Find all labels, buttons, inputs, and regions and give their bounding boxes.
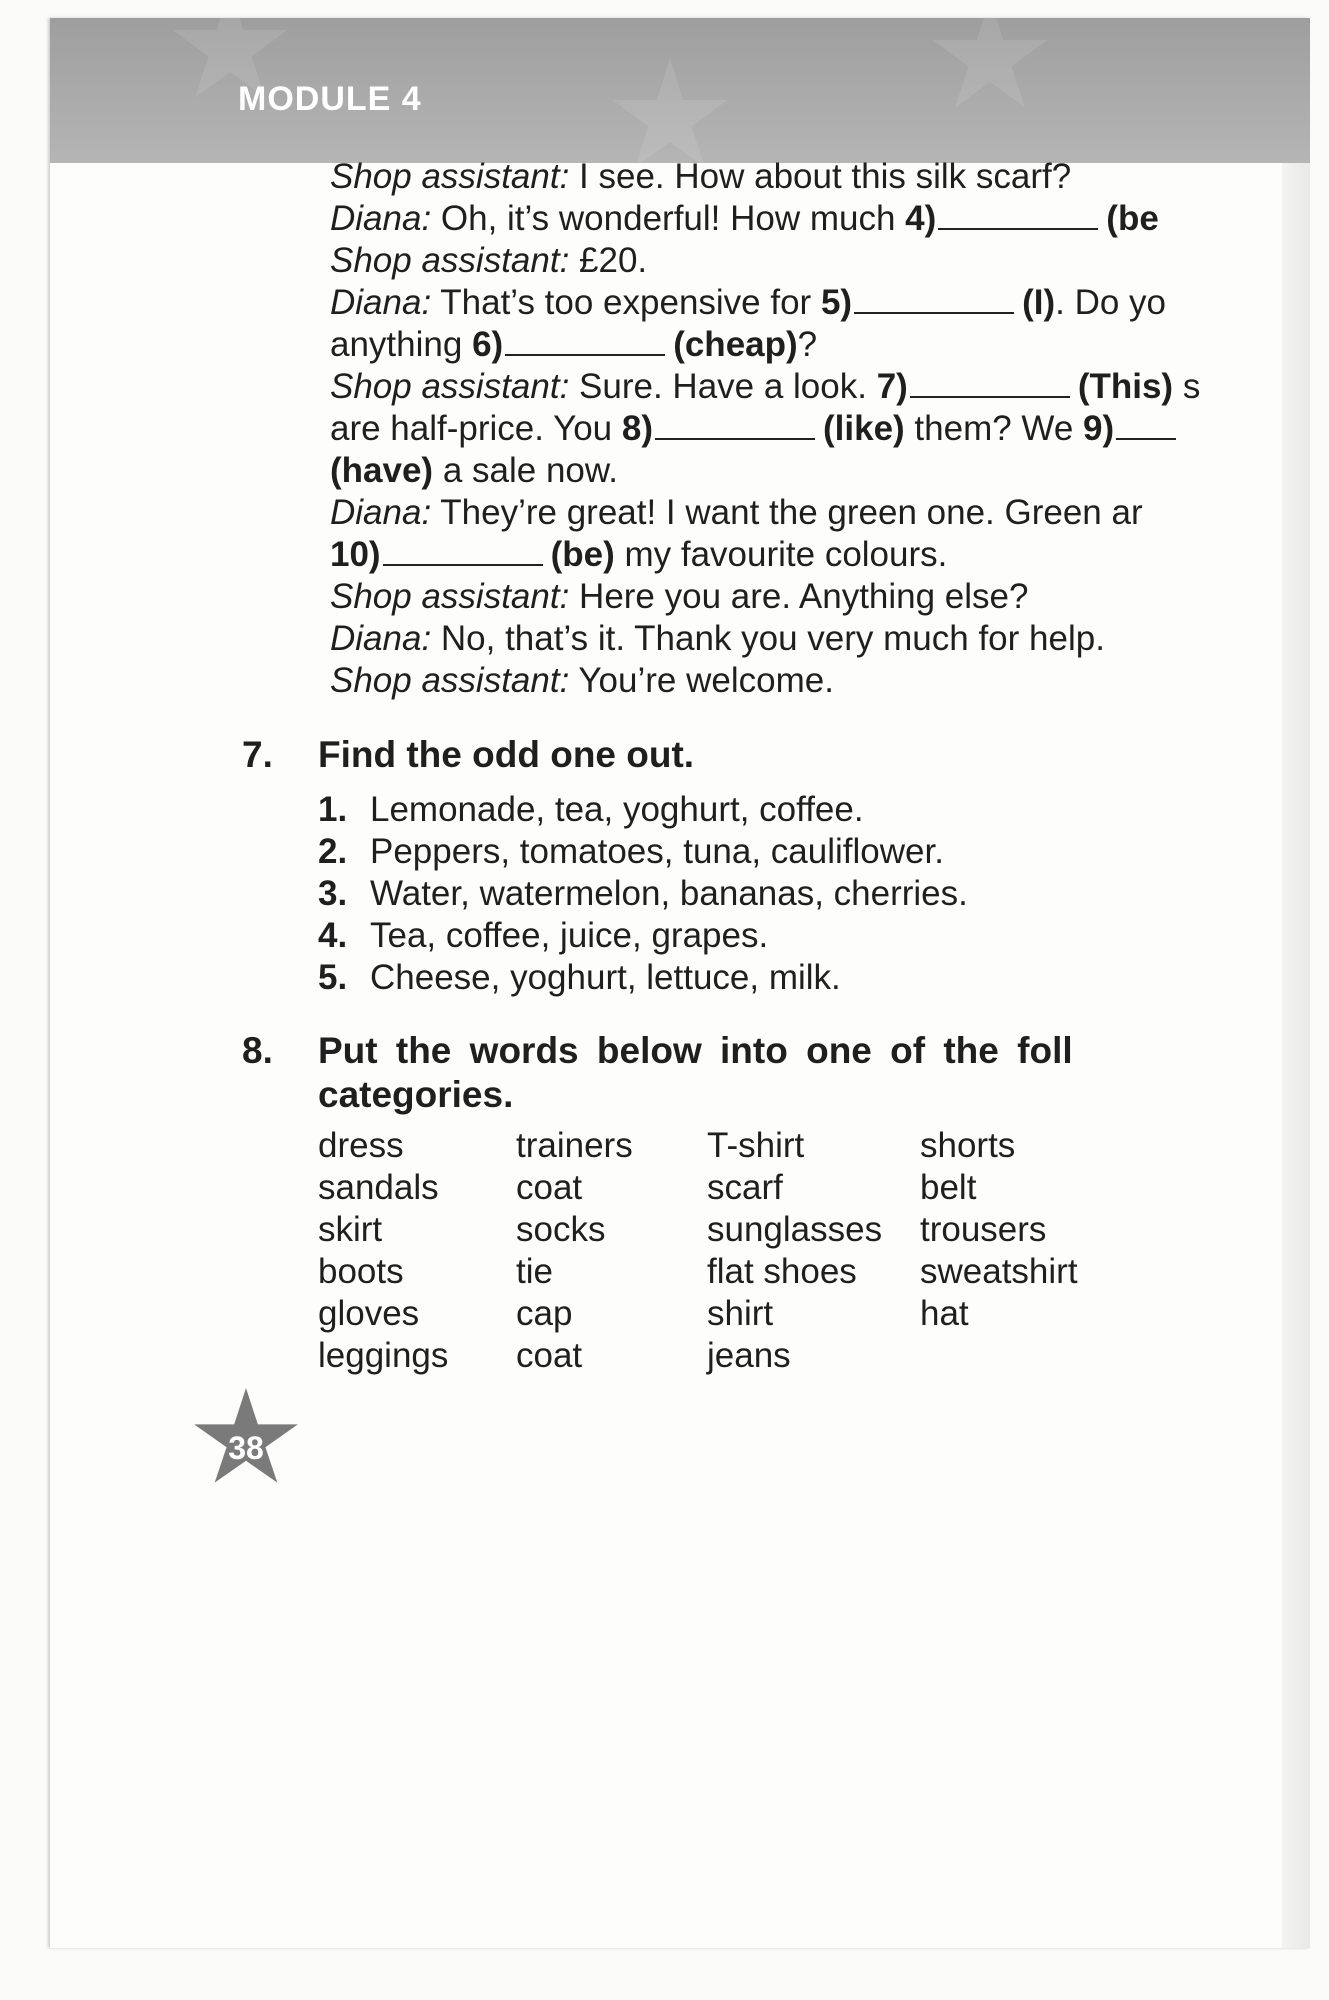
line-text: are half-price. You (330, 409, 622, 448)
word-item: flat shoes (707, 1252, 857, 1291)
gap-number: 7) (876, 367, 908, 406)
line-text: No, that’s it. Thank you very much for help. (431, 619, 1105, 658)
item-number: 1. (318, 790, 348, 829)
line-text: £20. (569, 241, 648, 280)
dialogue-line (330, 326, 817, 365)
dialogue-line (330, 200, 1159, 239)
dialogue-line (330, 158, 1071, 197)
dialogue-line (330, 452, 618, 491)
speaker: Diana: (330, 199, 432, 238)
line-text: Sure. Have a look. (569, 367, 877, 406)
word-item: skirt (318, 1210, 383, 1249)
line-text: They’re great! I want the green one. Green ar (431, 493, 1143, 532)
list-item (318, 916, 768, 956)
item-number: 4. (318, 916, 348, 955)
verb-hint: (I) (1022, 283, 1056, 322)
answer-blank[interactable] (505, 328, 665, 356)
line-text: them? We (904, 409, 1084, 448)
answer-blank[interactable] (655, 412, 815, 440)
word-item: trainers (516, 1126, 633, 1165)
speaker: Shop assistant: (330, 577, 570, 616)
dialogue-line (330, 494, 1143, 533)
word-item: sweatshirt (920, 1252, 1078, 1291)
exercise-7-number: 7. (242, 734, 273, 775)
speaker: Diana: (330, 619, 432, 658)
dialogue-line (330, 578, 1028, 617)
gap-number: 5) (820, 283, 853, 322)
line-text: ? (797, 325, 818, 364)
line-text: my favourite colours. (614, 535, 948, 574)
word-item: T-shirt (707, 1126, 805, 1165)
item-number: 3. (318, 874, 348, 913)
word-item: gloves (318, 1294, 420, 1333)
word-item: cap (516, 1294, 573, 1333)
speaker: Shop assistant: (330, 367, 570, 406)
line-text: anything (330, 325, 473, 364)
word-item: trousers (920, 1210, 1047, 1249)
answer-blank[interactable] (938, 202, 1098, 230)
word-item: hat (920, 1294, 969, 1333)
gap-number: 8) (621, 409, 653, 448)
item-text: Lemonade, tea, yoghurt, coffee. (370, 790, 864, 829)
speaker: Shop assistant: (330, 661, 570, 700)
list-item (318, 874, 968, 914)
line-text: That’s too expensive for (431, 283, 821, 322)
answer-blank[interactable] (1116, 412, 1176, 440)
word-item: shorts (920, 1126, 1016, 1165)
word-item: dress (318, 1126, 404, 1165)
exercise-8-title-continued: categories. (318, 1074, 514, 1115)
item-text: Water, watermelon, bananas, cherries. (370, 874, 968, 913)
word-item: jeans (707, 1336, 791, 1375)
module-title: MODULE 4 (238, 80, 422, 118)
line-text: s (1173, 367, 1201, 406)
item-number: 2. (318, 832, 348, 871)
line-text: a sale now. (433, 451, 618, 490)
verb-hint: (be (1106, 199, 1159, 238)
item-number: 5. (318, 958, 348, 997)
line-text: I see. How about this silk scarf? (569, 157, 1072, 196)
dialogue-line (330, 410, 1184, 449)
dialogue-line (330, 536, 947, 575)
word-item: shirt (707, 1294, 774, 1333)
answer-blank[interactable] (383, 538, 543, 566)
speaker: Diana: (330, 493, 432, 532)
line-text: You’re welcome. (569, 661, 834, 700)
dialogue-line (330, 620, 1105, 659)
word-item: sandals (318, 1168, 439, 1207)
dialogue-line (330, 242, 647, 281)
item-text: Tea, coffee, juice, grapes. (370, 916, 769, 955)
word-item: tie (516, 1252, 553, 1291)
dialogue-line (330, 284, 1166, 323)
exercise-8-title: Put the words below into one of the foll (318, 1030, 1073, 1071)
speaker: Shop assistant: (330, 241, 570, 280)
item-text: Cheese, yoghurt, lettuce, milk. (370, 958, 841, 997)
line-text: . Do yo (1055, 283, 1167, 322)
list-item (318, 958, 841, 998)
word-item: coat (516, 1336, 583, 1375)
verb-hint: (cheap) (673, 325, 798, 364)
word-item: boots (318, 1252, 404, 1291)
verb-hint: (have) (330, 451, 434, 490)
gap-number: 4) (905, 199, 937, 238)
speaker: Diana: (330, 283, 432, 322)
word-item: scarf (707, 1168, 783, 1207)
word-item: leggings (318, 1336, 449, 1375)
header-star-decoration (610, 58, 730, 163)
module-header (50, 18, 1310, 163)
gap-number: 6) (472, 325, 504, 364)
page-number: 38 (228, 1430, 264, 1466)
speaker: Shop assistant: (330, 157, 570, 196)
word-item: sunglasses (707, 1210, 883, 1249)
gap-number: 9) (1083, 409, 1115, 448)
line-text: Oh, it’s wonderful! How much (431, 199, 906, 238)
answer-blank[interactable] (910, 370, 1070, 398)
gap-number: 10) (330, 535, 381, 574)
list-item (318, 832, 944, 872)
word-item: coat (516, 1168, 583, 1207)
adjacent-page-edge (1282, 163, 1310, 1948)
workbook-page (50, 18, 1310, 1948)
word-item: socks (516, 1210, 606, 1249)
dialogue-line (330, 662, 834, 701)
exercise-7-title: Find the odd one out. (318, 734, 695, 775)
exercise-8-number: 8. (242, 1030, 273, 1071)
answer-blank[interactable] (854, 286, 1014, 314)
verb-hint: (This) (1077, 367, 1174, 406)
list-item (318, 790, 864, 830)
item-text: Peppers, tomatoes, tuna, cauliflower. (370, 832, 944, 871)
line-text: Here you are. Anything else? (569, 577, 1029, 616)
word-item: belt (920, 1168, 977, 1207)
verb-hint: (like) (823, 409, 905, 448)
header-star-decoration (930, 18, 1050, 118)
verb-hint: (be) (550, 535, 615, 574)
dialogue-line (330, 368, 1200, 407)
